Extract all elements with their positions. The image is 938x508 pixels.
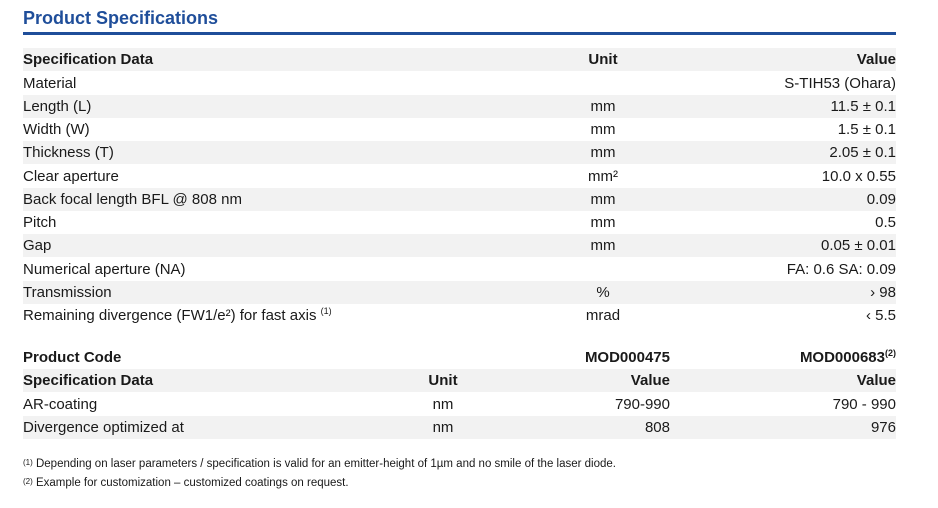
row-value-b: 790 - 990 bbox=[832, 396, 896, 413]
footnote-marker: (2) bbox=[885, 348, 896, 358]
table-row bbox=[23, 118, 896, 141]
footnote-2 bbox=[23, 477, 349, 489]
row-value-a: 808 bbox=[644, 419, 670, 436]
header-unit: Unit bbox=[428, 372, 458, 389]
footnote-text: Example for customization – customized coatings on request. bbox=[35, 477, 349, 489]
row-value: FA: 0.6 SA: 0.09 bbox=[786, 261, 896, 278]
header-value: Value bbox=[856, 51, 896, 68]
row-label bbox=[23, 304, 332, 327]
code-table-header bbox=[23, 369, 896, 392]
row-unit: mm bbox=[590, 121, 616, 138]
table-row bbox=[23, 234, 896, 257]
row-label: Pitch bbox=[23, 214, 57, 231]
table-row bbox=[23, 95, 896, 118]
table-row bbox=[23, 393, 896, 416]
row-label: Clear aperture bbox=[23, 168, 119, 185]
row-label: Gap bbox=[23, 237, 52, 254]
row-value: 0.09 bbox=[866, 191, 896, 208]
footnote-text: Depending on laser parameters / specification is valid for an emitter-height of 1µm and no smile of the laser diode. bbox=[35, 458, 616, 470]
spec-table-header bbox=[23, 48, 896, 71]
footnote-marker: (2) bbox=[23, 477, 33, 486]
table-row bbox=[23, 141, 896, 164]
row-value: 0.5 bbox=[875, 214, 896, 231]
table-row bbox=[23, 304, 896, 327]
table-row bbox=[23, 211, 896, 234]
product-code-b-text: MOD000683 bbox=[799, 349, 885, 366]
header-value-b: Value bbox=[856, 372, 896, 389]
row-label: Material bbox=[23, 75, 77, 92]
row-value: S-TIH53 (Ohara) bbox=[784, 75, 896, 92]
product-code-label: Product Code bbox=[23, 349, 122, 366]
table-row bbox=[23, 258, 896, 281]
row-value: 11.5 ± 0.1 bbox=[830, 98, 896, 115]
row-unit: nm bbox=[432, 396, 454, 413]
product-code-row bbox=[23, 346, 896, 369]
row-unit: mm bbox=[590, 214, 616, 231]
row-value-a: 790-990 bbox=[614, 396, 670, 413]
row-unit: mm bbox=[590, 191, 616, 208]
row-value: ‹ 5.5 bbox=[865, 307, 896, 324]
title-underline bbox=[23, 32, 896, 35]
row-label: Length (L) bbox=[23, 98, 92, 115]
table-row bbox=[23, 416, 896, 439]
row-unit: mm bbox=[590, 98, 616, 115]
row-unit: mm bbox=[590, 237, 616, 254]
row-unit: mrad bbox=[585, 307, 621, 324]
page-title: Product Specifications bbox=[23, 8, 219, 28]
header-spec-data: Specification Data bbox=[23, 51, 154, 68]
table-row bbox=[23, 188, 896, 211]
product-code-b bbox=[800, 346, 896, 369]
table-row bbox=[23, 165, 896, 188]
row-label-text: Remaining divergence (FW1/e²) for fast axis bbox=[23, 307, 317, 324]
product-code-a: MOD000475 bbox=[584, 349, 670, 366]
row-value-b: 976 bbox=[870, 419, 896, 436]
row-value: 10.0 x 0.55 bbox=[821, 168, 896, 185]
row-label: Back focal length BFL @ 808 nm bbox=[23, 191, 242, 208]
table-row bbox=[23, 281, 896, 304]
row-unit: % bbox=[596, 284, 610, 301]
row-label: Width (W) bbox=[23, 121, 90, 138]
row-label: Transmission bbox=[23, 284, 112, 301]
footnote-marker: (1) bbox=[23, 458, 33, 467]
header-spec-data: Specification Data bbox=[23, 372, 154, 389]
header-value-a: Value bbox=[630, 372, 670, 389]
row-unit: nm bbox=[432, 419, 454, 436]
row-value: › 98 bbox=[870, 284, 896, 301]
footnote-1 bbox=[23, 458, 616, 470]
row-value: 0.05 ± 0.01 bbox=[821, 237, 896, 254]
row-unit: mm² bbox=[588, 168, 618, 185]
row-value: 1.5 ± 0.1 bbox=[837, 121, 896, 138]
row-unit: mm bbox=[590, 144, 616, 161]
row-value: 2.05 ± 0.1 bbox=[829, 144, 896, 161]
row-label: Divergence optimized at bbox=[23, 419, 184, 436]
table-row bbox=[23, 72, 896, 95]
row-label: Thickness (T) bbox=[23, 144, 114, 161]
row-label: Numerical aperture (NA) bbox=[23, 261, 186, 278]
header-unit: Unit bbox=[588, 51, 618, 68]
footnote-marker: (1) bbox=[320, 306, 332, 316]
row-label: AR-coating bbox=[23, 396, 98, 413]
